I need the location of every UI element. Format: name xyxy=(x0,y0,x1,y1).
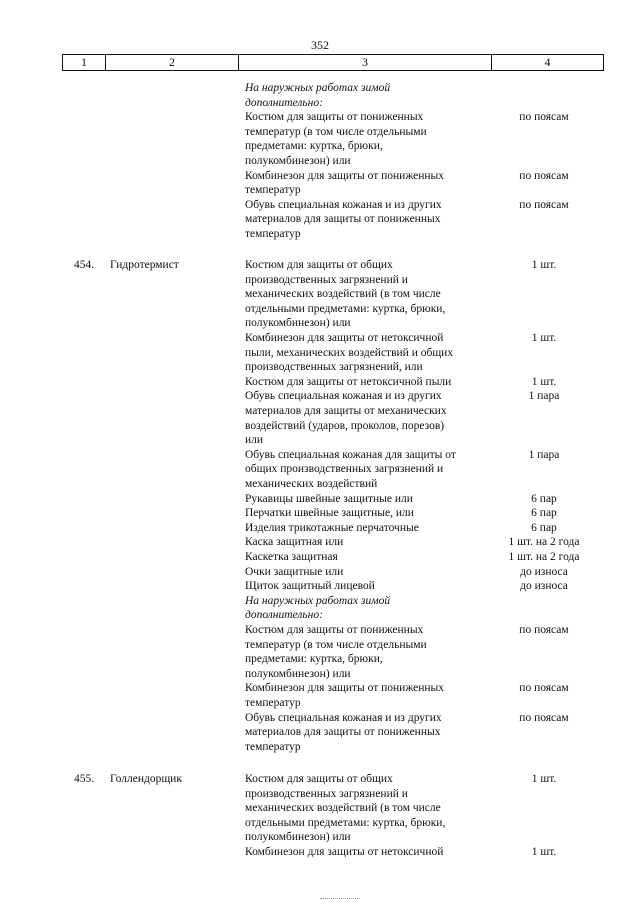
item-quantity: до износа xyxy=(520,580,568,593)
profession-name: Гидротермист xyxy=(110,259,179,271)
table-header xyxy=(62,54,604,71)
header-col-1: 1 xyxy=(63,55,106,70)
item-text: механических воздействий xyxy=(245,478,378,490)
item-text: общих производственных загрязнений и xyxy=(245,463,444,476)
section-note: дополнительно: xyxy=(245,96,323,109)
item-text: полукомбинезон) или xyxy=(245,831,351,844)
item-text: механических воздействий (в том числе xyxy=(245,802,441,815)
item-text: Рукавицы швейные защитные или xyxy=(245,492,413,505)
item-text: материалов для защиты от пониженных xyxy=(245,213,441,226)
item-text: материалов для защиты от механических xyxy=(245,405,447,417)
item-text: материалов для защиты от пониженных xyxy=(245,726,441,739)
item-text: Изделия трикотажные перчаточные xyxy=(245,521,419,534)
item-text: производственных загрязнений, или xyxy=(245,361,423,374)
page-number: 352 xyxy=(311,38,329,52)
item-text: Обувь специальная кожаная для защиты от xyxy=(245,448,456,461)
item-text: предметами: куртка, брюки, xyxy=(245,140,383,153)
item-text: температур xyxy=(245,184,301,197)
item-text: предметами: куртка, брюки, xyxy=(245,653,383,666)
item-text: полукомбинезон) или xyxy=(245,667,351,680)
item-text: температур xyxy=(245,228,301,240)
item-text: воздействий (ударов, проколов, порезов) xyxy=(245,419,445,432)
item-text: Комбинезон для защиты от пониженных xyxy=(245,169,444,182)
item-text: Обувь специальная кожаная и из других xyxy=(245,198,442,211)
item-quantity: до износа xyxy=(520,565,568,578)
item-text: Каскетка защитная xyxy=(245,551,338,563)
item-quantity: по поясам xyxy=(519,198,569,211)
item-text: температур (в том числе отдельными xyxy=(245,638,427,651)
item-text: Комбинезон для защиты от нетоксичной xyxy=(245,846,444,858)
item-quantity: 6 пар xyxy=(531,507,557,520)
page-edge-mark xyxy=(320,898,360,901)
item-quantity: 6 пар xyxy=(531,492,557,505)
item-text: Обувь специальная кожаная и из других xyxy=(245,390,442,403)
item-text: Костюм для защиты от пониженных xyxy=(245,624,424,636)
item-text: температур xyxy=(245,697,301,709)
item-quantity: по поясам xyxy=(519,111,569,124)
item-text: Костюм для защиты от общих xyxy=(245,773,393,785)
row-number: 454. xyxy=(74,259,95,271)
item-quantity: по поясам xyxy=(519,169,569,182)
item-text: полукомбинезон) или xyxy=(245,317,351,330)
item-text: отдельными предметами: куртка, брюки, xyxy=(245,302,446,315)
item-text: Костюм для защиты от пониженных xyxy=(245,111,424,124)
item-text: Очки защитные или xyxy=(245,565,344,578)
item-quantity: 1 пара xyxy=(528,448,560,461)
section-note: На наружных работах зимой xyxy=(245,82,391,94)
item-text: отдельными предметами: куртка, брюки, xyxy=(245,816,446,829)
item-text: температур xyxy=(245,740,301,753)
item-text: Каска защитная или xyxy=(245,536,344,549)
item-text: производственных загрязнений и xyxy=(245,273,408,286)
item-text: Костюм для защиты от общих xyxy=(245,259,393,271)
item-text: температур (в том числе отдельными xyxy=(245,125,427,138)
header-col-4: 4 xyxy=(544,55,551,69)
item-text: Обувь специальная кожаная и из других xyxy=(245,711,442,724)
item-quantity: 1 шт. на 2 года xyxy=(508,551,580,563)
item-quantity: 1 шт. xyxy=(531,375,557,388)
item-quantity: 1 шт. xyxy=(531,332,557,344)
item-quantity: 1 шт. xyxy=(531,259,557,271)
row-number: 455. xyxy=(74,773,95,785)
item-text: механических воздействий (в том числе xyxy=(245,288,441,301)
item-text: полукомбинезон) или xyxy=(245,155,351,167)
item-text: Щиток защитный лицевой xyxy=(245,580,375,593)
item-quantity: 6 пар xyxy=(531,521,557,534)
item-text: Костюм для защиты от нетоксичной пыли xyxy=(245,375,452,388)
section-note: На наружных работах зимой xyxy=(245,594,391,607)
item-quantity: по поясам xyxy=(519,711,569,724)
section-note: дополнительно: xyxy=(245,609,323,622)
profession-name: Голлендорщик xyxy=(110,773,182,785)
header-col-2: 2 xyxy=(106,55,239,70)
header-col-3: 3 xyxy=(239,55,492,70)
item-quantity: 1 шт. xyxy=(531,773,557,785)
item-text: Перчатки швейные защитные, или xyxy=(245,507,414,520)
item-text: пыли, механических воздействий и общих xyxy=(245,346,454,359)
item-quantity: 1 пара xyxy=(528,390,560,403)
item-quantity: по поясам xyxy=(519,624,569,636)
item-text: производственных загрязнений и xyxy=(245,787,408,800)
item-text: Комбинезон для защиты от пониженных xyxy=(245,682,444,695)
item-text: или xyxy=(245,434,264,447)
item-quantity: 1 шт. на 2 года xyxy=(508,536,580,549)
item-quantity: 1 шт. xyxy=(531,846,557,858)
item-text: Комбинезон для защиты от нетоксичной xyxy=(245,332,444,344)
item-quantity: по поясам xyxy=(519,682,569,695)
